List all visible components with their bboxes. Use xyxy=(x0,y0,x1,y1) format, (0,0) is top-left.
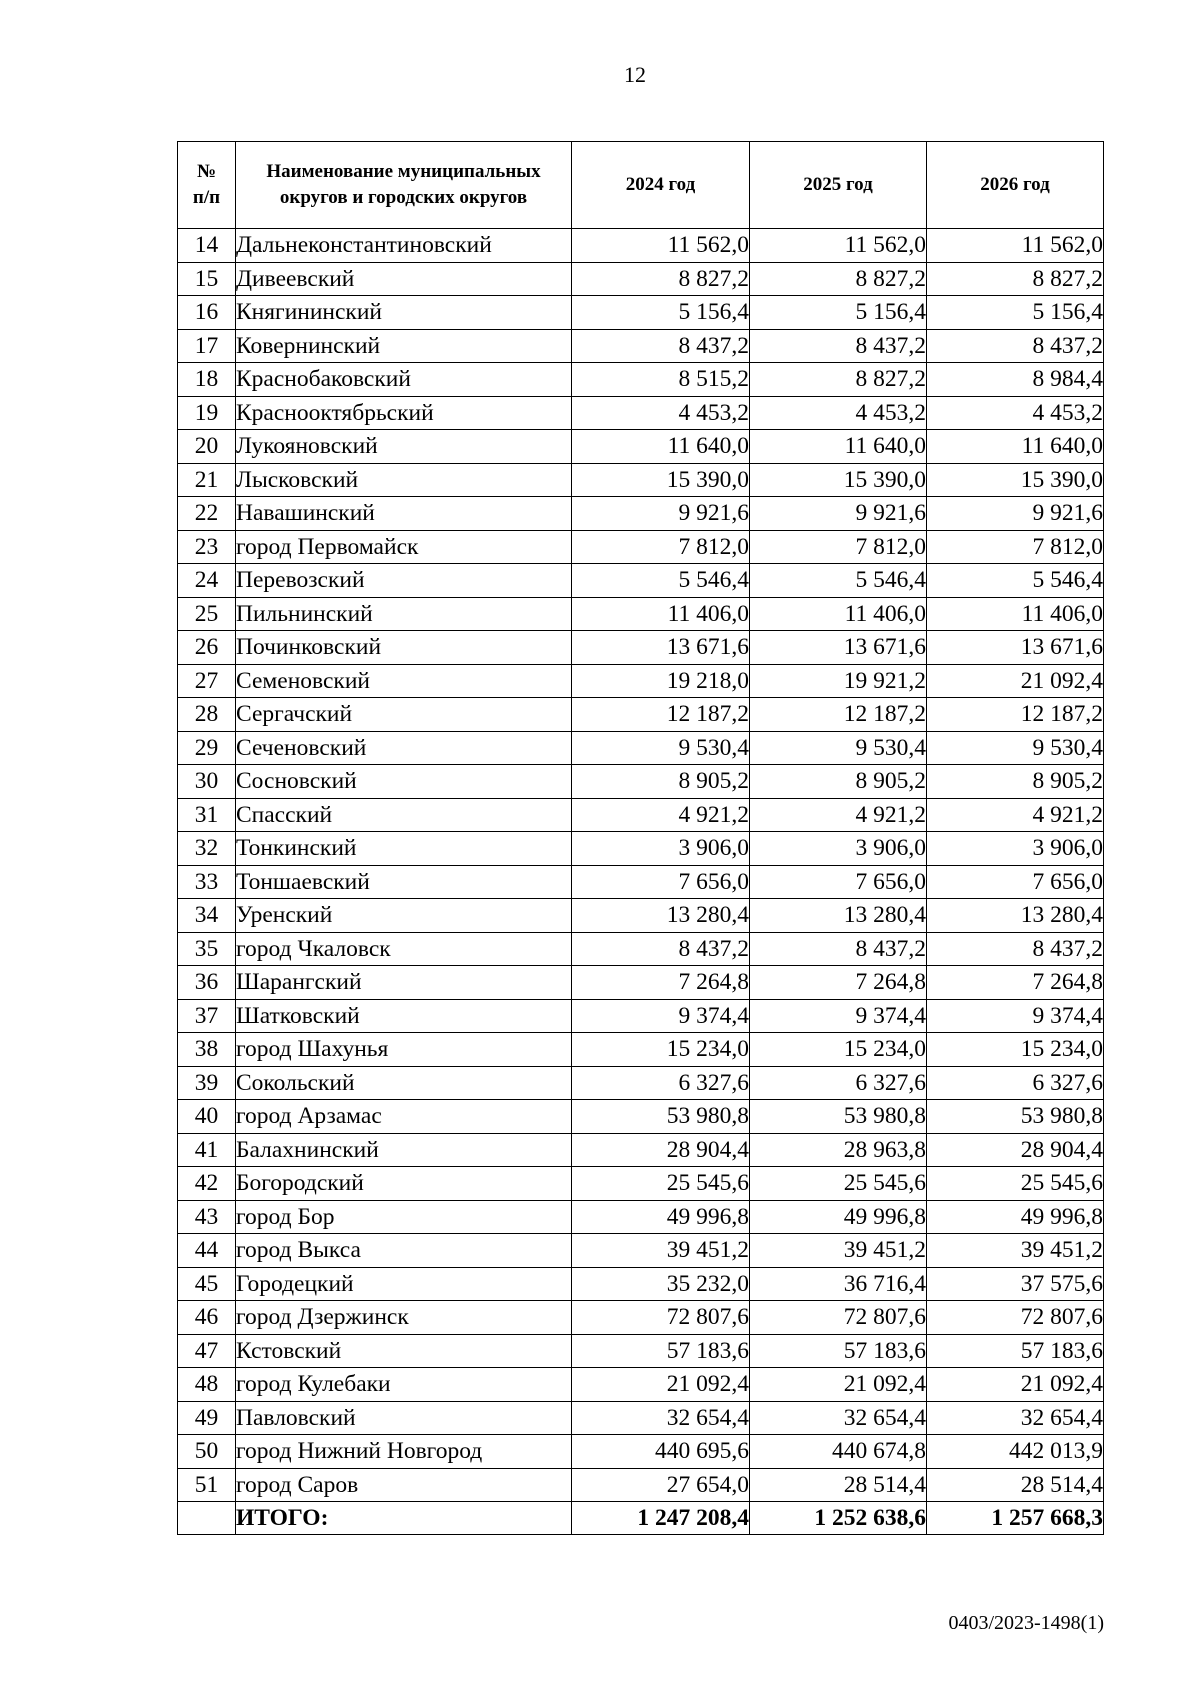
value-2024: 49 996,8 xyxy=(572,1200,750,1234)
value-2025: 6 327,6 xyxy=(750,1066,927,1100)
value-2024: 28 904,4 xyxy=(572,1133,750,1167)
value-2025: 9 374,4 xyxy=(750,999,927,1033)
value-2026: 8 827,2 xyxy=(927,262,1104,296)
total-2024: 1 247 208,4 xyxy=(572,1502,750,1535)
value-2025: 28 963,8 xyxy=(750,1133,927,1167)
table-row xyxy=(178,1200,1104,1234)
row-number: 27 xyxy=(178,664,236,698)
row-number: 24 xyxy=(178,564,236,598)
municipality-name: Перевозский xyxy=(236,564,572,598)
table-row xyxy=(178,1435,1104,1469)
municipality-name: Краснобаковский xyxy=(236,363,572,397)
table-row xyxy=(178,530,1104,564)
value-2026: 12 187,2 xyxy=(927,698,1104,732)
value-2025: 72 807,6 xyxy=(750,1301,927,1335)
value-2026: 21 092,4 xyxy=(927,1368,1104,1402)
value-2025: 53 980,8 xyxy=(750,1100,927,1134)
row-number: 40 xyxy=(178,1100,236,1134)
value-2026: 7 264,8 xyxy=(927,966,1104,1000)
value-2024: 25 545,6 xyxy=(572,1167,750,1201)
value-2026: 25 545,6 xyxy=(927,1167,1104,1201)
value-2026: 11 640,0 xyxy=(927,430,1104,464)
value-2025: 49 996,8 xyxy=(750,1200,927,1234)
row-number: 44 xyxy=(178,1234,236,1268)
value-2024: 8 515,2 xyxy=(572,363,750,397)
table-row xyxy=(178,966,1104,1000)
row-number: 16 xyxy=(178,296,236,330)
table-row xyxy=(178,731,1104,765)
table-row xyxy=(178,664,1104,698)
value-2024: 3 906,0 xyxy=(572,832,750,866)
table-row xyxy=(178,1301,1104,1335)
value-2026: 72 807,6 xyxy=(927,1301,1104,1335)
row-number: 26 xyxy=(178,631,236,665)
table-row xyxy=(178,497,1104,531)
value-2026: 28 904,4 xyxy=(927,1133,1104,1167)
value-2026: 4 453,2 xyxy=(927,396,1104,430)
page-number: 12 xyxy=(624,62,646,87)
value-2025: 21 092,4 xyxy=(750,1368,927,1402)
row-number: 31 xyxy=(178,798,236,832)
header-number-text: № п/п xyxy=(192,161,221,208)
municipality-name: город Шахунья xyxy=(236,1033,572,1067)
municipality-name: Лукояновский xyxy=(236,430,572,464)
row-number: 32 xyxy=(178,832,236,866)
value-2025: 5 546,4 xyxy=(750,564,927,598)
municipality-name: Балахнинский xyxy=(236,1133,572,1167)
value-2026: 37 575,6 xyxy=(927,1267,1104,1301)
municipality-name: Сеченовский xyxy=(236,731,572,765)
value-2025: 15 234,0 xyxy=(750,1033,927,1067)
value-2026: 7 812,0 xyxy=(927,530,1104,564)
value-2024: 39 451,2 xyxy=(572,1234,750,1268)
row-number: 38 xyxy=(178,1033,236,1067)
value-2026: 49 996,8 xyxy=(927,1200,1104,1234)
value-2026: 13 671,6 xyxy=(927,631,1104,665)
row-number: 49 xyxy=(178,1401,236,1435)
table-row xyxy=(178,396,1104,430)
header-number xyxy=(178,142,236,229)
row-number: 25 xyxy=(178,597,236,631)
value-2024: 6 327,6 xyxy=(572,1066,750,1100)
value-2026: 7 656,0 xyxy=(927,865,1104,899)
table-row xyxy=(178,798,1104,832)
row-number: 33 xyxy=(178,865,236,899)
value-2024: 35 232,0 xyxy=(572,1267,750,1301)
table-row xyxy=(178,229,1104,263)
value-2026: 11 562,0 xyxy=(927,229,1104,263)
document-code: 0403/2023-1498(1) xyxy=(948,1612,1104,1634)
value-2024: 11 640,0 xyxy=(572,430,750,464)
table-row xyxy=(178,832,1104,866)
row-number: 15 xyxy=(178,262,236,296)
municipality-name: Ковернинский xyxy=(236,329,572,363)
table-row xyxy=(178,698,1104,732)
value-2024: 19 218,0 xyxy=(572,664,750,698)
table-row xyxy=(178,1401,1104,1435)
table-row xyxy=(178,1334,1104,1368)
value-2025: 11 640,0 xyxy=(750,430,927,464)
value-2024: 8 905,2 xyxy=(572,765,750,799)
table-row xyxy=(178,329,1104,363)
total-2025: 1 252 638,6 xyxy=(750,1502,927,1535)
value-2025: 9 921,6 xyxy=(750,497,927,531)
value-2026: 8 437,2 xyxy=(927,932,1104,966)
row-number: 30 xyxy=(178,765,236,799)
value-2025: 7 264,8 xyxy=(750,966,927,1000)
value-2024: 21 092,4 xyxy=(572,1368,750,1402)
municipality-name: город Выкса xyxy=(236,1234,572,1268)
municipality-name: Кстовский xyxy=(236,1334,572,1368)
row-number: 48 xyxy=(178,1368,236,1402)
table-row xyxy=(178,1167,1104,1201)
municipality-name: город Кулебаки xyxy=(236,1368,572,1402)
row-number: 34 xyxy=(178,899,236,933)
municipality-name: город Нижний Новгород xyxy=(236,1435,572,1469)
municipality-name: Семеновский xyxy=(236,664,572,698)
value-2026: 28 514,4 xyxy=(927,1468,1104,1502)
row-number: 23 xyxy=(178,530,236,564)
municipality-name: Павловский xyxy=(236,1401,572,1435)
value-2025: 5 156,4 xyxy=(750,296,927,330)
value-2025: 11 562,0 xyxy=(750,229,927,263)
table-body xyxy=(178,229,1104,1535)
value-2024: 57 183,6 xyxy=(572,1334,750,1368)
value-2026: 39 451,2 xyxy=(927,1234,1104,1268)
municipality-name: Тоншаевский xyxy=(236,865,572,899)
municipality-name: Дивеевский xyxy=(236,262,572,296)
municipality-name: Сосновский xyxy=(236,765,572,799)
value-2024: 4 921,2 xyxy=(572,798,750,832)
value-2025: 13 280,4 xyxy=(750,899,927,933)
row-number: 45 xyxy=(178,1267,236,1301)
table-row xyxy=(178,1033,1104,1067)
row-number: 17 xyxy=(178,329,236,363)
value-2026: 32 654,4 xyxy=(927,1401,1104,1435)
row-number: 14 xyxy=(178,229,236,263)
value-2024: 4 453,2 xyxy=(572,396,750,430)
table-header-row xyxy=(178,142,1104,229)
municipality-name: Пильнинский xyxy=(236,597,572,631)
table-row xyxy=(178,1066,1104,1100)
value-2025: 440 674,8 xyxy=(750,1435,927,1469)
row-number: 19 xyxy=(178,396,236,430)
municipality-name: город Дзержинск xyxy=(236,1301,572,1335)
value-2024: 440 695,6 xyxy=(572,1435,750,1469)
municipality-name: город Саров xyxy=(236,1468,572,1502)
value-2024: 5 546,4 xyxy=(572,564,750,598)
value-2026: 4 921,2 xyxy=(927,798,1104,832)
municipality-name: Навашинский xyxy=(236,497,572,531)
municipality-name: Княгининский xyxy=(236,296,572,330)
table-row xyxy=(178,430,1104,464)
municipality-name: Спасский xyxy=(236,798,572,832)
municipality-name: Тонкинский xyxy=(236,832,572,866)
row-number: 42 xyxy=(178,1167,236,1201)
value-2025: 15 390,0 xyxy=(750,463,927,497)
municipality-name: город Первомайск xyxy=(236,530,572,564)
header-2026: 2026 год xyxy=(927,142,1104,229)
row-number: 50 xyxy=(178,1435,236,1469)
value-2025: 8 437,2 xyxy=(750,329,927,363)
municipality-name: Лысковский xyxy=(236,463,572,497)
value-2024: 32 654,4 xyxy=(572,1401,750,1435)
value-2025: 28 514,4 xyxy=(750,1468,927,1502)
table-row xyxy=(178,932,1104,966)
value-2024: 7 264,8 xyxy=(572,966,750,1000)
value-2025: 4 453,2 xyxy=(750,396,927,430)
table-row xyxy=(178,1234,1104,1268)
value-2024: 8 437,2 xyxy=(572,932,750,966)
value-2025: 8 905,2 xyxy=(750,765,927,799)
value-2026: 8 905,2 xyxy=(927,765,1104,799)
table-row xyxy=(178,631,1104,665)
row-number: 46 xyxy=(178,1301,236,1335)
municipality-name: Краснооктябрьский xyxy=(236,396,572,430)
value-2026: 5 546,4 xyxy=(927,564,1104,598)
value-2025: 9 530,4 xyxy=(750,731,927,765)
value-2025: 36 716,4 xyxy=(750,1267,927,1301)
value-2026: 8 984,4 xyxy=(927,363,1104,397)
value-2025: 3 906,0 xyxy=(750,832,927,866)
value-2024: 53 980,8 xyxy=(572,1100,750,1134)
header-2025: 2025 год xyxy=(750,142,927,229)
value-2024: 13 671,6 xyxy=(572,631,750,665)
municipality-name: Дальнеконстантиновский xyxy=(236,229,572,263)
total-row xyxy=(178,1502,1104,1535)
value-2024: 9 374,4 xyxy=(572,999,750,1033)
value-2025: 8 827,2 xyxy=(750,363,927,397)
value-2025: 7 656,0 xyxy=(750,865,927,899)
row-number: 21 xyxy=(178,463,236,497)
table-row xyxy=(178,564,1104,598)
value-2025: 11 406,0 xyxy=(750,597,927,631)
value-2024: 72 807,6 xyxy=(572,1301,750,1335)
municipality-name: город Арзамас xyxy=(236,1100,572,1134)
value-2024: 13 280,4 xyxy=(572,899,750,933)
row-number: 39 xyxy=(178,1066,236,1100)
table-row xyxy=(178,1368,1104,1402)
row-number: 51 xyxy=(178,1468,236,1502)
table-row xyxy=(178,1468,1104,1502)
value-2025: 13 671,6 xyxy=(750,631,927,665)
row-number: 47 xyxy=(178,1334,236,1368)
row-number: 36 xyxy=(178,966,236,1000)
value-2025: 4 921,2 xyxy=(750,798,927,832)
municipality-name: Богородский xyxy=(236,1167,572,1201)
value-2025: 57 183,6 xyxy=(750,1334,927,1368)
value-2024: 12 187,2 xyxy=(572,698,750,732)
value-2024: 7 656,0 xyxy=(572,865,750,899)
value-2026: 5 156,4 xyxy=(927,296,1104,330)
value-2026: 9 921,6 xyxy=(927,497,1104,531)
municipality-name: Починковский xyxy=(236,631,572,665)
total-number-empty xyxy=(178,1502,236,1535)
table-row xyxy=(178,296,1104,330)
municipality-name: Городецкий xyxy=(236,1267,572,1301)
value-2025: 8 827,2 xyxy=(750,262,927,296)
value-2026: 442 013,9 xyxy=(927,1435,1104,1469)
value-2025: 7 812,0 xyxy=(750,530,927,564)
table-row xyxy=(178,1267,1104,1301)
table-row xyxy=(178,1133,1104,1167)
municipality-name: город Бор xyxy=(236,1200,572,1234)
value-2026: 13 280,4 xyxy=(927,899,1104,933)
municipality-name: Уренский xyxy=(236,899,572,933)
header-2024: 2024 год xyxy=(572,142,750,229)
value-2025: 8 437,2 xyxy=(750,932,927,966)
row-number: 28 xyxy=(178,698,236,732)
value-2026: 9 374,4 xyxy=(927,999,1104,1033)
value-2025: 12 187,2 xyxy=(750,698,927,732)
value-2026: 3 906,0 xyxy=(927,832,1104,866)
municipality-name: Шарангский xyxy=(236,966,572,1000)
table-row xyxy=(178,262,1104,296)
total-2026: 1 257 668,3 xyxy=(927,1502,1104,1535)
value-2026: 15 234,0 xyxy=(927,1033,1104,1067)
value-2026: 8 437,2 xyxy=(927,329,1104,363)
value-2024: 15 390,0 xyxy=(572,463,750,497)
value-2026: 15 390,0 xyxy=(927,463,1104,497)
value-2026: 53 980,8 xyxy=(927,1100,1104,1134)
table-row xyxy=(178,999,1104,1033)
table-row xyxy=(178,597,1104,631)
value-2024: 8 827,2 xyxy=(572,262,750,296)
row-number: 37 xyxy=(178,999,236,1033)
row-number: 20 xyxy=(178,430,236,464)
value-2025: 39 451,2 xyxy=(750,1234,927,1268)
value-2025: 25 545,6 xyxy=(750,1167,927,1201)
row-number: 22 xyxy=(178,497,236,531)
value-2024: 11 562,0 xyxy=(572,229,750,263)
table-row xyxy=(178,765,1104,799)
row-number: 29 xyxy=(178,731,236,765)
value-2024: 5 156,4 xyxy=(572,296,750,330)
municipality-name: город Чкаловск xyxy=(236,932,572,966)
value-2024: 27 654,0 xyxy=(572,1468,750,1502)
table-row xyxy=(178,865,1104,899)
value-2024: 9 530,4 xyxy=(572,731,750,765)
allocation-table xyxy=(177,141,1104,1535)
value-2026: 21 092,4 xyxy=(927,664,1104,698)
value-2024: 8 437,2 xyxy=(572,329,750,363)
table-row xyxy=(178,463,1104,497)
total-label: ИТОГО: xyxy=(236,1502,572,1535)
row-number: 41 xyxy=(178,1133,236,1167)
municipality-name: Шатковский xyxy=(236,999,572,1033)
row-number: 18 xyxy=(178,363,236,397)
value-2025: 19 921,2 xyxy=(750,664,927,698)
value-2026: 11 406,0 xyxy=(927,597,1104,631)
table-row xyxy=(178,899,1104,933)
municipality-name: Сокольский xyxy=(236,1066,572,1100)
table-row xyxy=(178,363,1104,397)
value-2025: 32 654,4 xyxy=(750,1401,927,1435)
value-2024: 9 921,6 xyxy=(572,497,750,531)
value-2024: 7 812,0 xyxy=(572,530,750,564)
table-row xyxy=(178,1100,1104,1134)
row-number: 35 xyxy=(178,932,236,966)
value-2026: 57 183,6 xyxy=(927,1334,1104,1368)
value-2024: 11 406,0 xyxy=(572,597,750,631)
row-number: 43 xyxy=(178,1200,236,1234)
header-name: Наименование муниципальных округов и городских округов xyxy=(236,142,572,229)
municipality-name: Сергачский xyxy=(236,698,572,732)
value-2026: 6 327,6 xyxy=(927,1066,1104,1100)
value-2026: 9 530,4 xyxy=(927,731,1104,765)
value-2024: 15 234,0 xyxy=(572,1033,750,1067)
